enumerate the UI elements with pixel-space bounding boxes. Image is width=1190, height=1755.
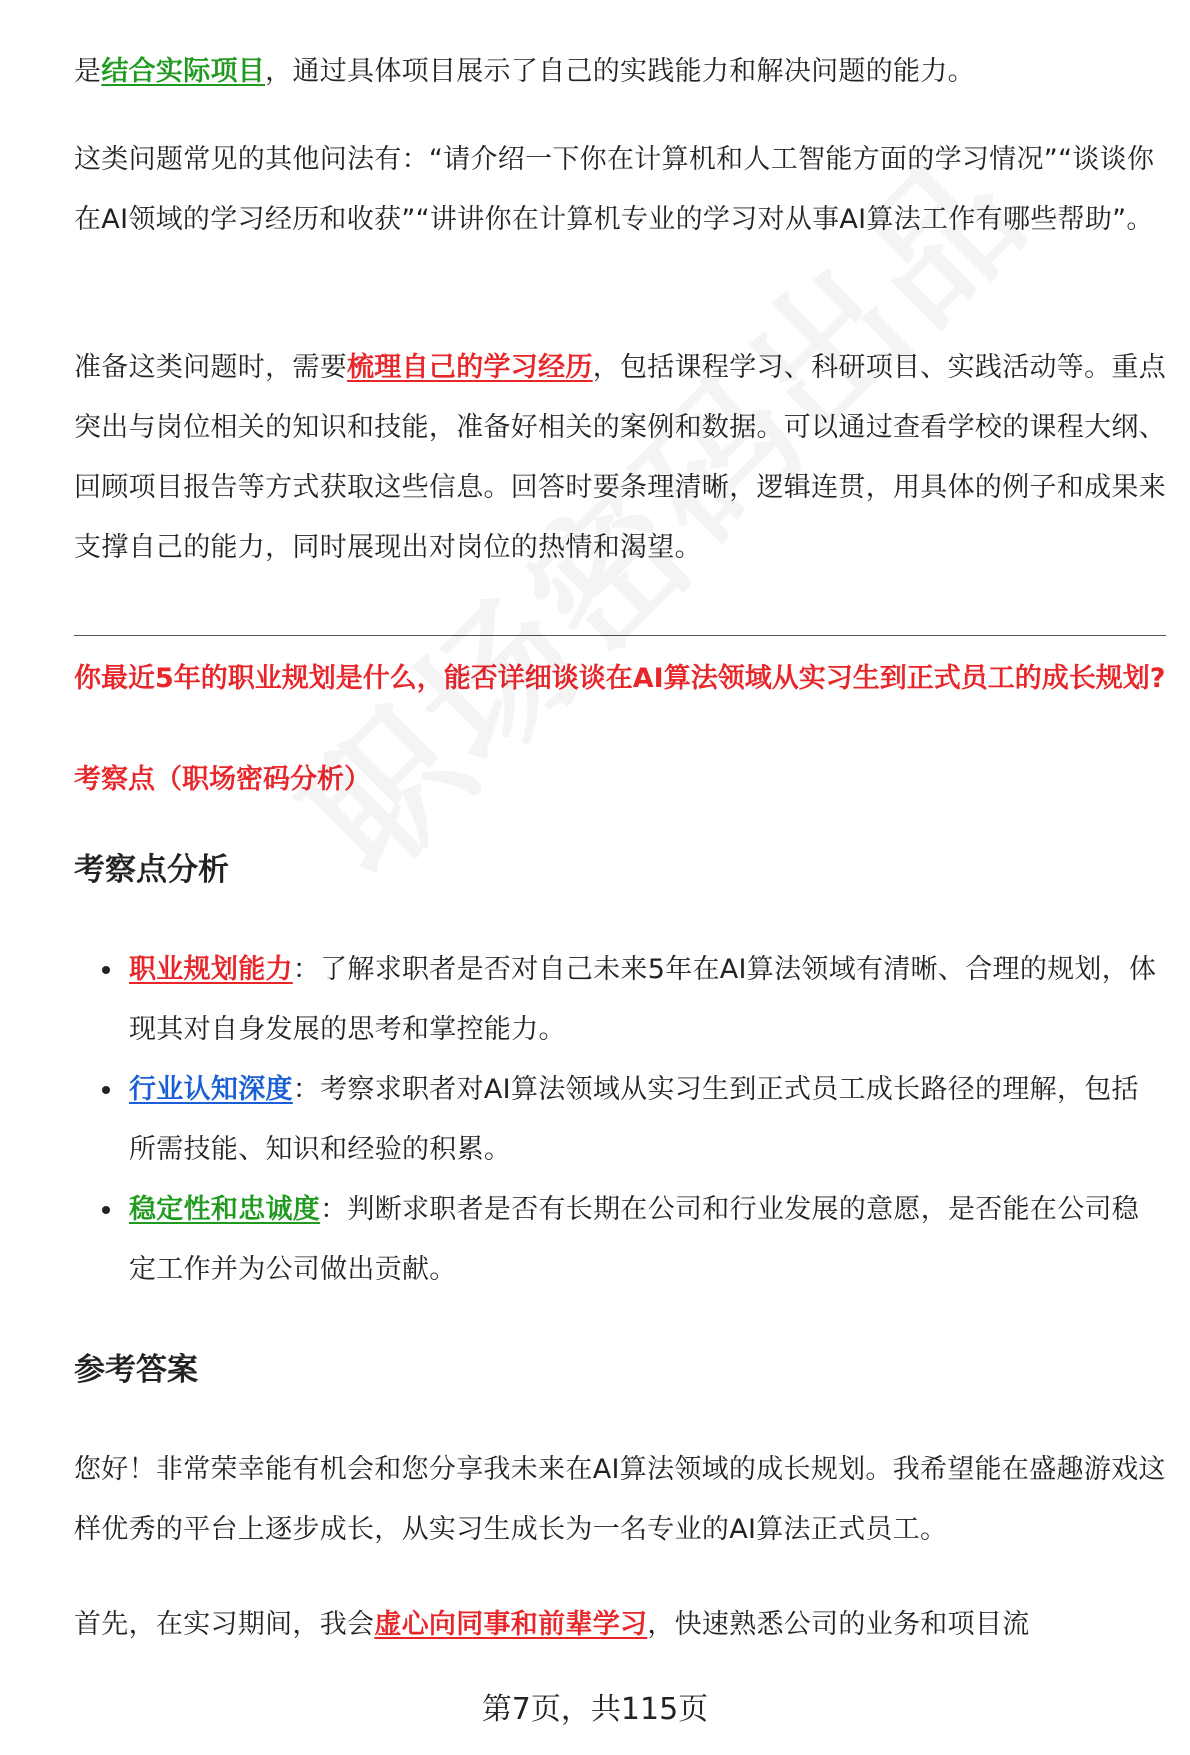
answer-paragraph-first	[74, 1595, 1166, 1655]
bullet-icon	[102, 966, 110, 974]
analysis-desc: ：判断求职者是否有长期在公司和行业发展的意愿，是否能在公司稳定工作并为公司做出贡献。	[129, 1194, 1140, 1285]
paragraph-other-questions: 这类问题常见的其他问法有：“请介绍一下你在计算机和人工智能方面的学习情况”“谈谈你在AI领域的学习经历和收获”“讲讲你在计算机专业的学习对从事AI算法工作有哪些帮助”。	[74, 144, 1155, 235]
analysis-desc: ：了解求职者是否对自己未来5年在AI算法领域有清晰、合理的规划，体现其对自身发展的思考和掌控能力。	[129, 954, 1157, 1045]
analysis-heading: 考察点分析	[74, 852, 229, 888]
page-number: 第7页，共115页	[481, 1692, 709, 1727]
section-divider	[74, 635, 1166, 636]
answer-first-prefix: 首先，在实习期间，我会	[74, 1609, 375, 1640]
highlight-study-experience: 梳理自己的学习经历	[347, 352, 593, 383]
analysis-item-stability-loyalty	[74, 1180, 1166, 1300]
paragraph-practice	[74, 42, 1166, 102]
paragraph-practice-suffix: ，通过具体项目展示了自己的实践能力和解决问题的能力。	[265, 56, 975, 87]
answer-first-suffix: ，快速熟悉公司的业务和项目流	[647, 1609, 1030, 1640]
paragraph-practice-prefix: 是	[74, 56, 102, 87]
bullet-icon	[102, 1206, 110, 1214]
highlight-learn-from-colleagues: 虚心向同事和前辈学习	[374, 1609, 648, 1640]
analysis-term: 职业规划能力	[129, 954, 293, 985]
answer-heading: 参考答案	[74, 1352, 198, 1388]
analysis-item-career-planning	[74, 940, 1166, 1060]
analysis-term: 行业认知深度	[129, 1074, 293, 1105]
paragraph-preparation-suffix: ，包括课程学习、科研项目、实践活动等。重点突出与岗位相关的知识和技能，准备好相关的案例和数据。可以通过查看学校的课程大纲、回顾项目报告等方式获取这些信息。回答时要条理清晰，逻辑连贯，用具体的例子和成果来支撑自己的能力，同时展现出对岗位的热情和渴望。	[74, 352, 1167, 563]
analysis-term: 稳定性和忠诚度	[129, 1194, 321, 1225]
answer-paragraph-intro: 您好！非常荣幸能有机会和您分享我未来在AI算法领域的成长规划。我希望能在盛趣游戏这样优秀的平台上逐步成长，从实习生成长为一名专业的AI算法正式员工。	[74, 1454, 1166, 1545]
bullet-icon	[102, 1086, 110, 1094]
paragraph-preparation-prefix: 准备这类问题时，需要	[74, 352, 347, 383]
document-page	[74, 0, 1166, 1755]
analysis-desc: ：考察求职者对AI算法领域从实习生到正式员工成长路径的理解，包括所需技能、知识和经验的积累。	[129, 1074, 1139, 1165]
interview-question: 你最近5年的职业规划是什么，能否详细谈谈在AI算法领域从实习生到正式员工的成长规划?	[74, 663, 1166, 694]
highlight-real-projects: 结合实际项目	[101, 56, 266, 87]
analysis-list	[74, 940, 1166, 1300]
analysis-item-industry-cognition	[74, 1060, 1166, 1180]
assessment-subhead: 考察点（职场密码分析）	[74, 764, 371, 795]
paragraph-preparation	[74, 338, 1166, 578]
